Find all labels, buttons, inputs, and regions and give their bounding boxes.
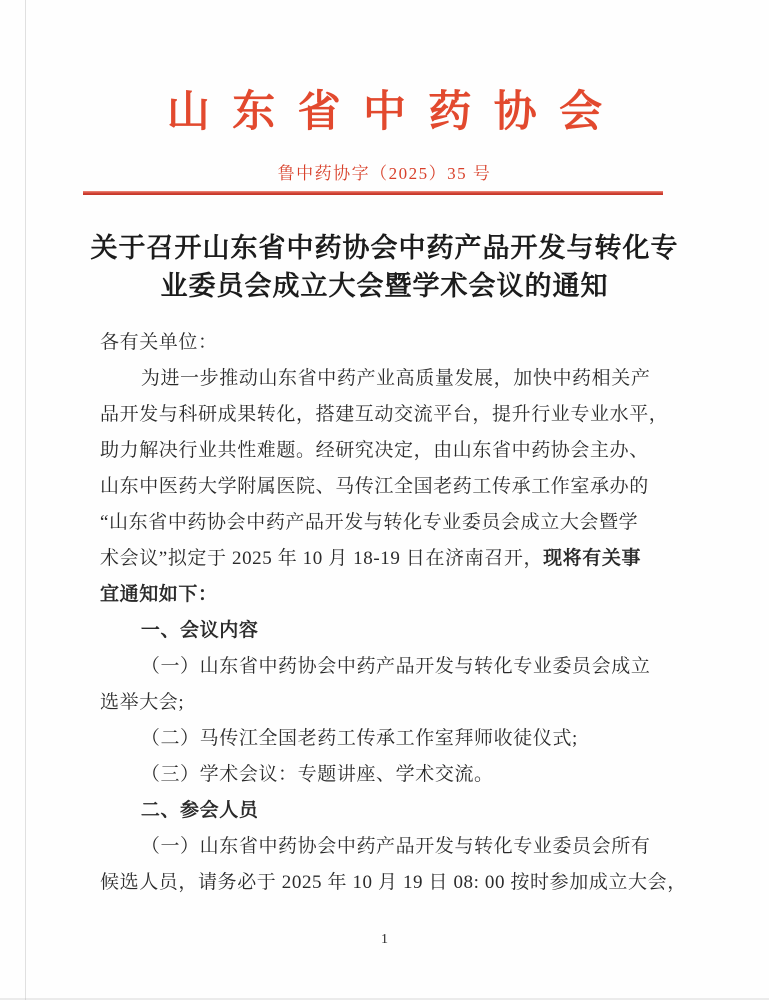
- list-item-continuation: 候选人员，请务必于 2025 年 10 月 19 日 08: 00 按时参加成立大会，: [100, 872, 687, 893]
- emphasis-text: 宜通知如下：: [100, 584, 218, 605]
- paragraph-line: 山东中医药大学附属医院、马传江全国老药工传承工作室承办的: [100, 476, 649, 497]
- paragraph-line: “山东省中药协会中药产品开发与转化专业委员会成立大会暨学: [100, 512, 639, 533]
- paragraph-text: 术会议”拟定于 2025 年 10 月 18-19 日在济南召开，: [100, 548, 544, 569]
- section-heading: 二、参会人员: [140, 800, 259, 821]
- list-item: （一）山东省中药协会中药产品开发与转化专业委员会所有: [140, 836, 651, 857]
- scan-edge-artifact: [25, 0, 26, 1000]
- paragraph-line: [100, 541, 672, 577]
- paragraph-line: 品开发与科研成果转化，搭建互动交流平台，提升行业专业水平，: [100, 404, 669, 425]
- notice-body: [100, 325, 687, 901]
- list-item-continuation: 选举大会;: [100, 692, 185, 713]
- org-name-heading: 山东省中药协会: [166, 89, 625, 136]
- notice-title-line2: 业委员会成立大会暨学术会议的通知: [160, 271, 609, 301]
- list-item: （三）学术会议：专题讲座、学术交流。: [140, 764, 494, 785]
- emphasis-text: 现将有关事: [543, 548, 642, 569]
- notice-title-line1: 关于召开山东省中药协会中药产品开发与转化专: [90, 233, 679, 263]
- section-heading: 一、会议内容: [140, 620, 259, 641]
- red-divider: [83, 191, 663, 195]
- doc-number: 鲁中药协字（2025）35 号: [277, 164, 492, 183]
- page-number: 1: [381, 932, 388, 947]
- list-item: （二）马传江全国老药工传承工作室拜师收徒仪式;: [140, 728, 578, 749]
- salutation: 各有关单位：: [100, 332, 218, 353]
- notice-title: [0, 229, 769, 305]
- paragraph-line: 为进一步推动山东省中药产业高质量发展，加快中药相关产: [140, 368, 651, 389]
- list-item: （一）山东省中药协会中药产品开发与转化专业委员会成立: [140, 656, 651, 677]
- paragraph-line: 助力解决行业共性难题。经研究决定，由山东省中药协会主办、: [100, 440, 649, 461]
